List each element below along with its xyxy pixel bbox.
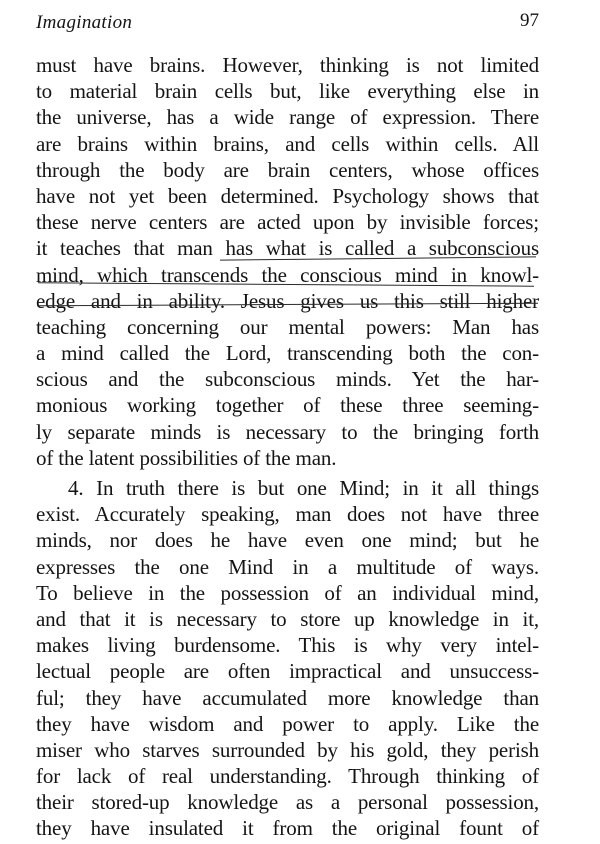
text-line: mind, which transcends the conscious mind in knowl- <box>36 262 539 287</box>
running-head <box>36 8 539 38</box>
running-title: Imagination <box>36 12 133 33</box>
text-line: monious working together of these three seeming- <box>36 393 539 418</box>
text-line: must have brains. However, thinking is not limited <box>36 53 539 77</box>
text-line: exist. Accurately speaking, man does not have three <box>36 502 539 527</box>
text-line: their stored-up knowledge as a personal possession, <box>36 790 539 815</box>
text-line: of the latent possibilities of the man. <box>36 445 337 470</box>
paragraph-1 <box>36 52 539 471</box>
text-line: a mind called the Lord, transcending both the con- <box>36 341 539 366</box>
text-line: have not yet been determined. Psychology shows that <box>36 183 539 208</box>
text-line: these nerve centers are acted upon by invisible forces; <box>36 210 539 235</box>
text-line: ful; they have accumulated more knowledge than <box>36 685 539 710</box>
text-line: To believe in the possession of an individual mind, <box>36 580 539 605</box>
text-line: ly separate minds is necessary to the bringing forth <box>36 419 539 444</box>
text-line: scious and the subconscious minds. Yet the har- <box>36 367 539 392</box>
text-line: to material brain cells but, like everything else in <box>36 79 539 104</box>
text-line: the universe, has a wide range of expression. There <box>36 105 539 130</box>
text-line: it teaches that man has what is called a subconscious <box>36 236 539 261</box>
text-line: for lack of real understanding. Through thinking of <box>36 764 539 789</box>
text-line: teaching concerning our mental powers: Man has <box>36 314 539 339</box>
text-line: are brains within brains, and cells within cells. All <box>36 131 539 156</box>
text-line: through the body are brain centers, whose offices <box>36 157 539 182</box>
text-line: edge and in ability. Jesus gives us this still higher <box>36 288 539 313</box>
text-line: they have wisdom and power to apply. Like the <box>36 711 539 736</box>
text-line: they have insulated it from the original fount of <box>36 816 539 841</box>
page-number: 97 <box>520 10 539 31</box>
text-line: minds, nor does he have even one mind; but he <box>36 528 539 553</box>
text-line: makes living burdensome. This is why very intel- <box>36 633 539 658</box>
text-line: lectual people are often impractical and unsuccess- <box>36 659 539 684</box>
body-text <box>36 52 539 842</box>
text-line: 4. In truth there is but one Mind; in it all things <box>68 476 539 500</box>
text-line: and that it is necessary to store up knowledge in it, <box>36 606 539 631</box>
text-line: miser who starves surrounded by his gold, they perish <box>36 737 539 762</box>
text-line: expresses the one Mind in a multitude of ways. <box>36 554 539 579</box>
paragraph-2 <box>36 475 539 842</box>
